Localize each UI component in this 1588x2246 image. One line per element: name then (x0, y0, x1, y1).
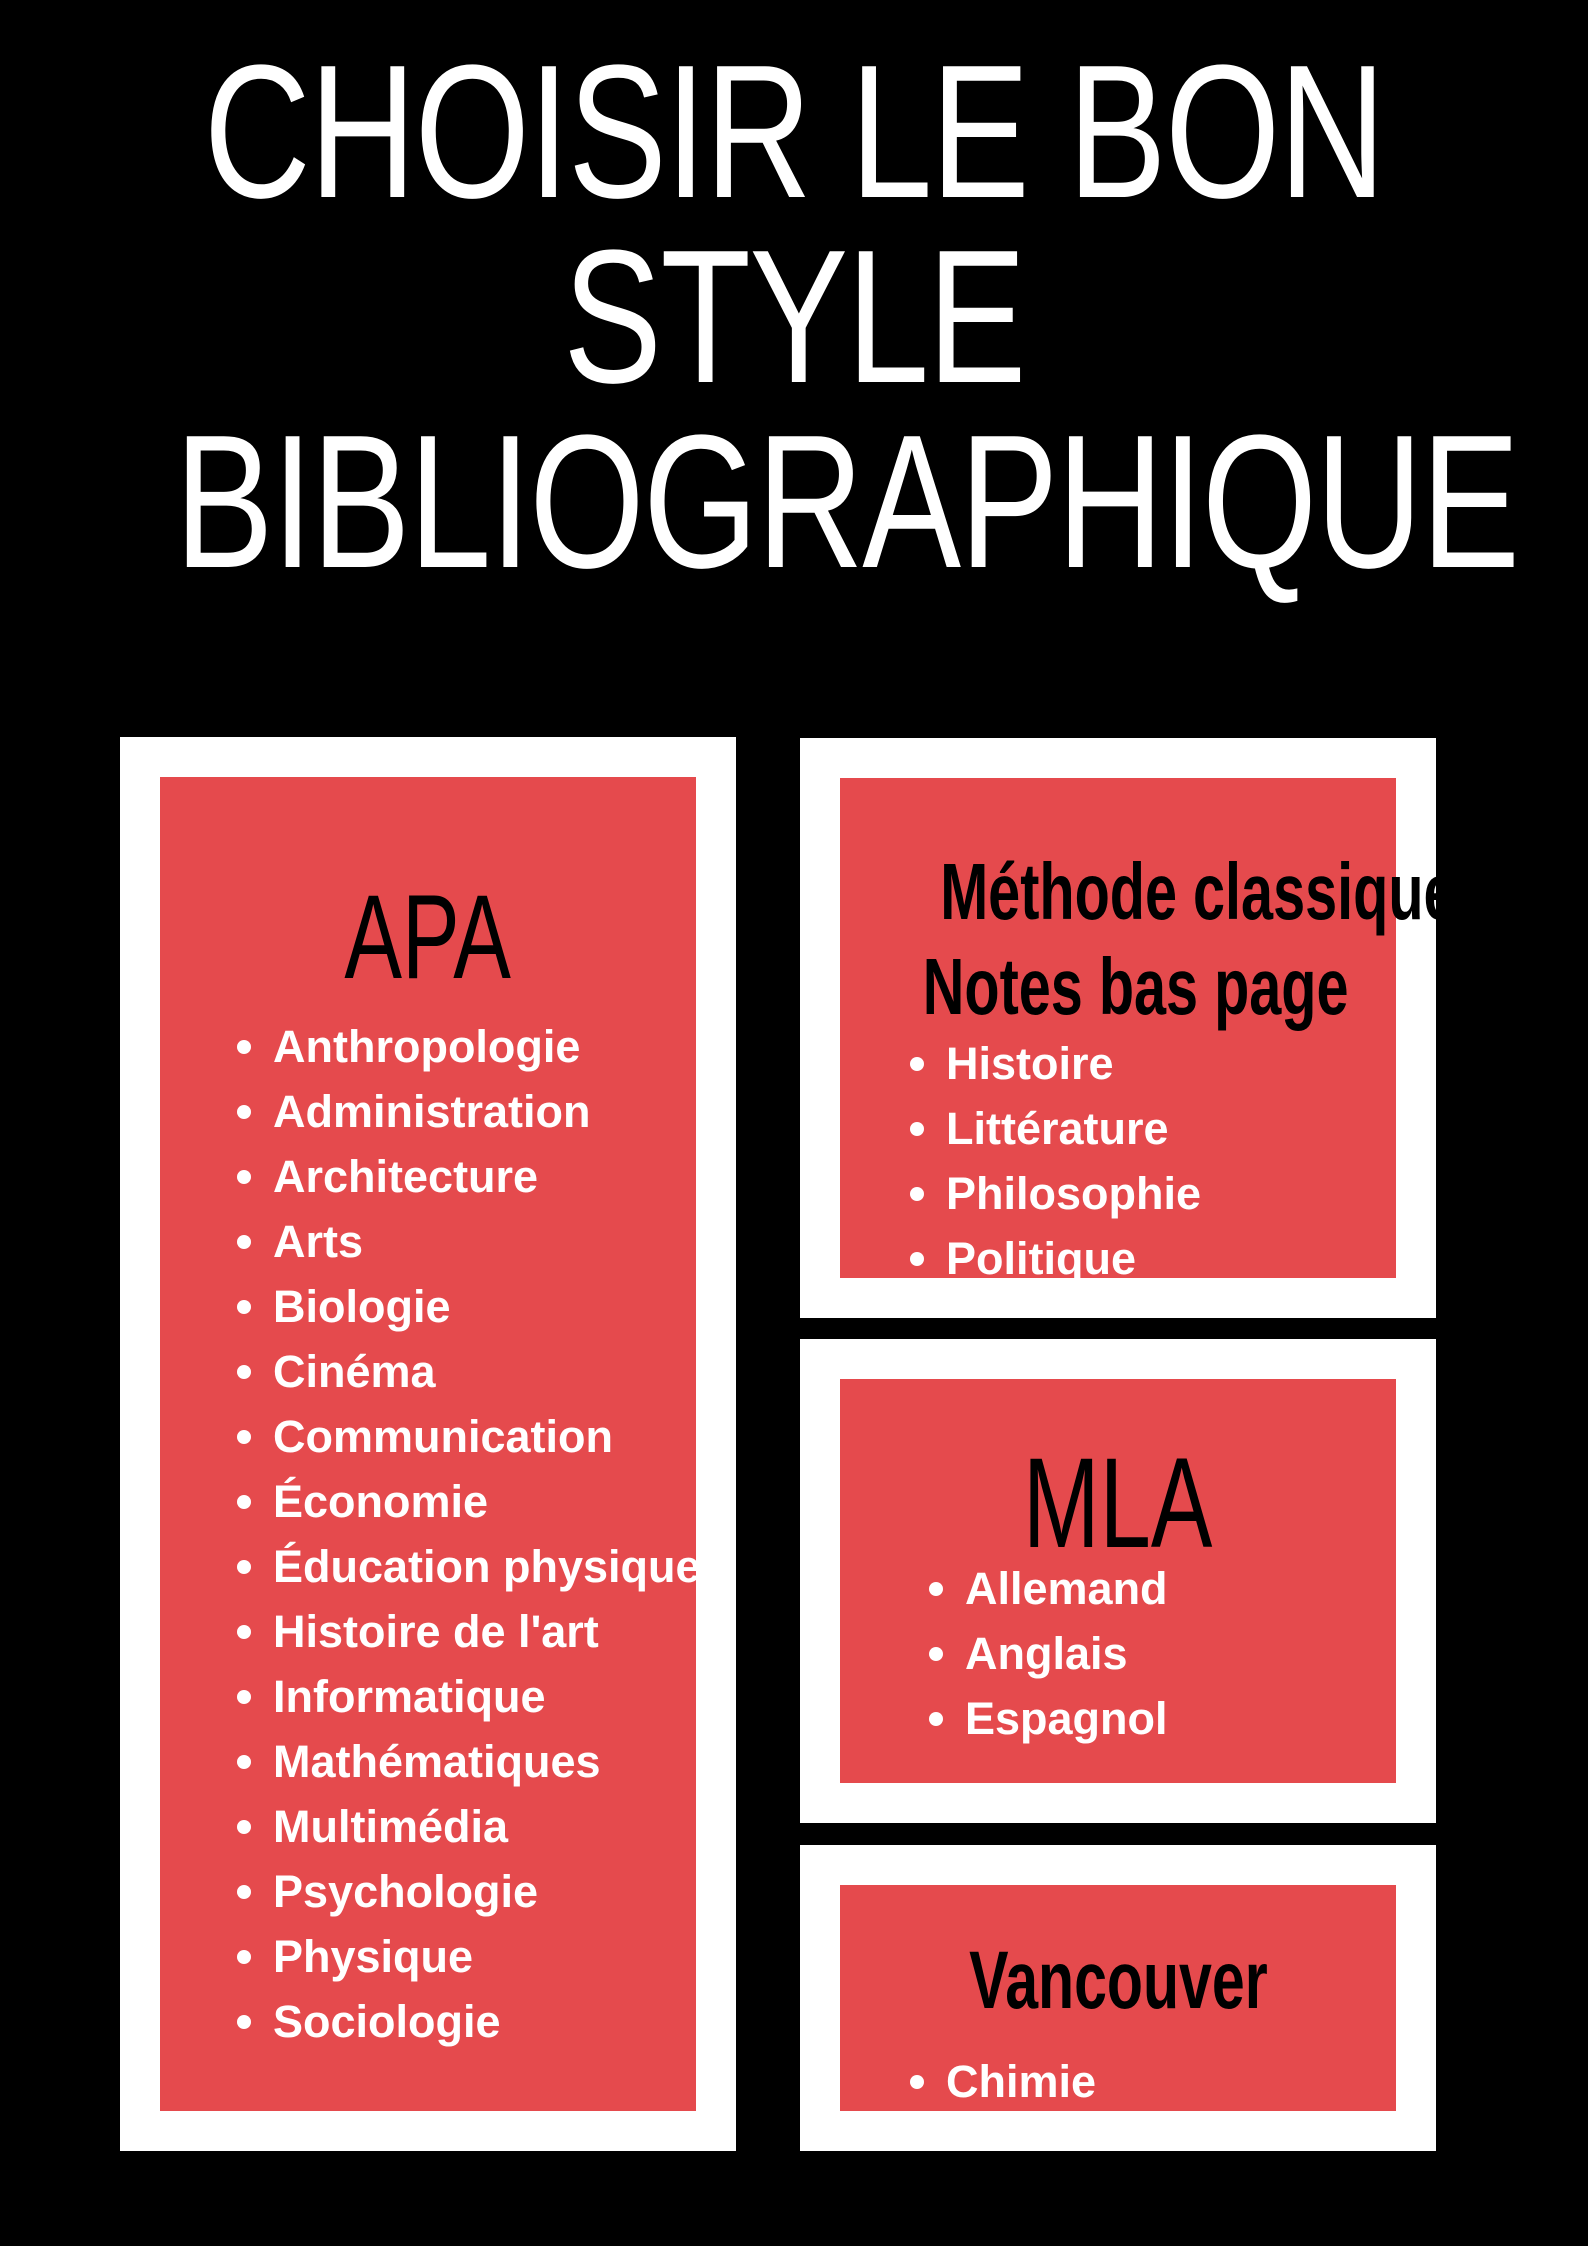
list-item: Politique (946, 1226, 1201, 1291)
list-item: Philosophie (946, 1161, 1201, 1226)
mla-panel (840, 1379, 1396, 1783)
apa-list (273, 1014, 701, 2054)
list-item: Anglais (965, 1621, 1168, 1686)
list-item: Chimie (946, 2049, 1096, 2114)
classique-card (800, 738, 1456, 1318)
list-item: Multimédia (273, 1794, 701, 1859)
list-item: Communication (273, 1404, 701, 1469)
list-item: Histoire (946, 1031, 1201, 1096)
list-item: Psychologie (273, 1859, 701, 1924)
apa-card (120, 737, 736, 2151)
apa-panel (160, 777, 701, 2111)
list-item: Biologie (273, 1274, 701, 1339)
list-item: Sociologie (273, 1989, 701, 2054)
title-line-3: BIBLIOGRAPHIQUE (174, 396, 1519, 608)
title-line-1: CHOISIR LE BON (203, 26, 1385, 238)
list-item: Anthropologie (273, 1014, 701, 1079)
classique-panel (840, 778, 1456, 1284)
vancouver-list (946, 2049, 1096, 2114)
mla-heading: MLA (1023, 1432, 1213, 1575)
list-item: Architecture (273, 1144, 701, 1209)
list-item: Allemand (965, 1556, 1168, 1621)
list-item: Cinéma (273, 1339, 701, 1404)
vancouver-panel (840, 1885, 1396, 2111)
mla-card (800, 1339, 1436, 1823)
list-item: Arts (273, 1209, 701, 1274)
list-item: Littérature (946, 1096, 1201, 1161)
title-line-2: STYLE (563, 211, 1025, 423)
mla-list (965, 1556, 1168, 1751)
classique-subheading: Notes bas page (922, 942, 1349, 1031)
classique-heading: Méthode classique (940, 847, 1456, 936)
list-item: Espagnol (965, 1686, 1168, 1751)
list-item: Physique (273, 1924, 701, 1989)
list-item: Éducation physique (273, 1534, 701, 1599)
vancouver-heading: Vancouver (968, 1935, 1268, 2026)
classique-list (946, 1031, 1201, 1291)
apa-heading: APA (344, 870, 512, 1004)
list-item: Histoire de l'art (273, 1599, 701, 1664)
vancouver-card (800, 1845, 1436, 2151)
list-item: Informatique (273, 1664, 701, 1729)
page-title (174, 26, 1519, 608)
list-item: Mathématiques (273, 1729, 701, 1794)
list-item: Économie (273, 1469, 701, 1534)
list-item: Administration (273, 1079, 701, 1144)
